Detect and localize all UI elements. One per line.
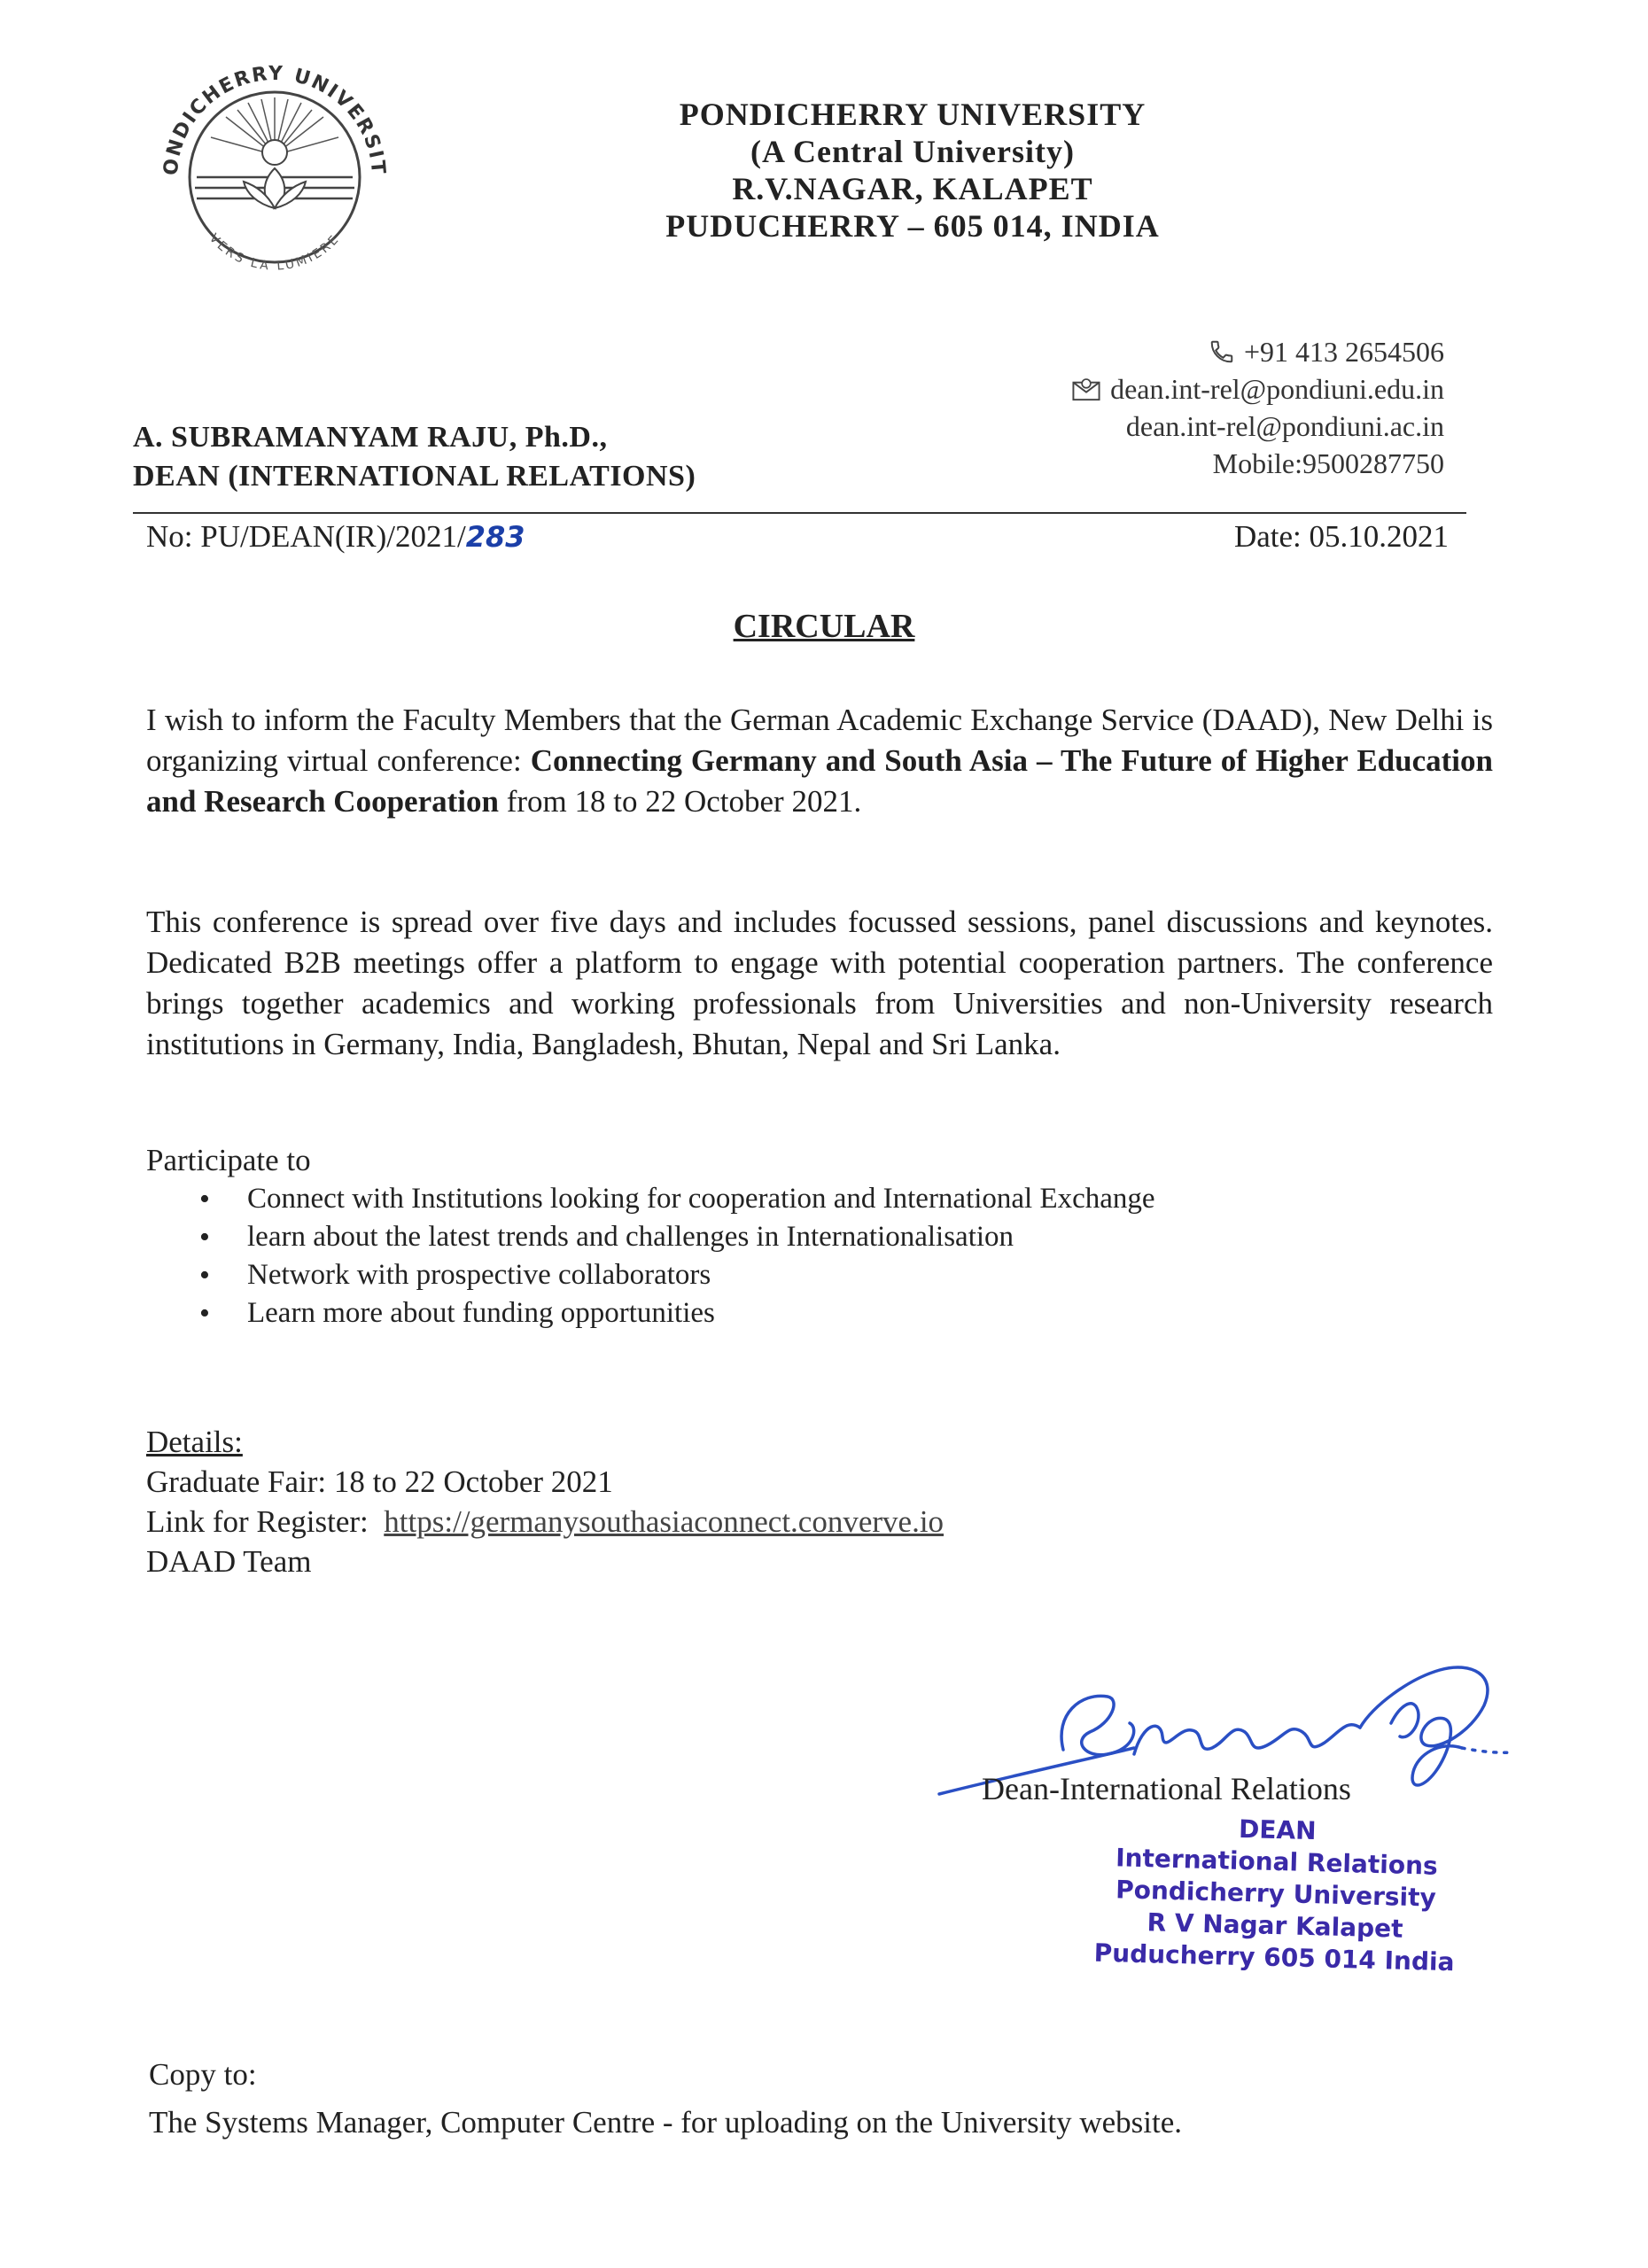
reference-handwritten-number: 283 (465, 520, 525, 554)
list-item: • Network with prospective collaborators (190, 1256, 1155, 1294)
address-line-2: PUDUCHERRY – 605 014, INDIA (665, 208, 1160, 244)
register-link[interactable]: https://germanysouthasiaconnect.converve.io (384, 1504, 944, 1539)
email-icon (1071, 376, 1101, 402)
mobile-number: Mobile:9500287750 (1212, 447, 1444, 479)
svg-text:PONDICHERRY UNIVERSITY: ONDICHERRY UNIVERSIT (159, 62, 390, 177)
intro-tail: from 18 to 22 October 2021. (498, 784, 862, 819)
participate-heading: Participate to (146, 1143, 311, 1177)
circular-date: Date: 05.10.2021 (1233, 519, 1449, 554)
details-block (146, 1422, 944, 1581)
register-line (146, 1502, 944, 1542)
phone-number: +91 413 2654506 (1243, 336, 1444, 368)
list-item: • learn about the latest trends and challenges in Internationalisation (190, 1218, 1155, 1256)
official-stamp (1088, 1810, 1465, 1979)
phone-icon (1209, 338, 1235, 365)
email-row-2 (1071, 408, 1444, 445)
intro-lead: I wish to inform the Faculty Members that the German Academic Exchange Service (DAAD), New Delhi is organizing virtual conference: (146, 703, 1493, 778)
email-secondary[interactable]: dean.int-rel@pondiuni.ac.in (1125, 410, 1444, 442)
copy-to-heading: Copy to: (149, 2057, 257, 2092)
svg-text:VERS LA LUMIERE: VERS LA LUMIERE (206, 231, 344, 274)
graduate-fair-dates: Graduate Fair: 18 to 22 October 2021 (146, 1464, 613, 1499)
reference-prefix: No: PU/DEAN(IR)/2021/ (146, 519, 466, 554)
reference-number (146, 519, 525, 555)
stamp-line: Puducherry 605 014 India (1093, 1938, 1455, 1977)
sender-name: A. SUBRAMANYAM RAJU, Ph.D., (133, 421, 608, 454)
email-primary[interactable]: dean.int-rel@pondiuni.edu.in (1110, 373, 1444, 405)
email-row (1071, 370, 1444, 408)
copy-to-block (149, 2051, 1182, 2147)
conference-title: Connecting Germany and South Asia – The Future of Higher Education and Research Cooperation (146, 743, 1493, 819)
sender-designation: DEAN (INTERNATIONAL RELATIONS) (133, 460, 696, 493)
copy-to-recipient: The Systems Manager, Computer Centre - for uploading on the University website. (149, 2105, 1182, 2140)
header-divider (133, 512, 1466, 514)
university-header (496, 96, 1329, 245)
phone-row (1071, 333, 1444, 370)
page-title: CIRCULAR (733, 608, 915, 645)
stamp-line: DEAN (1238, 1814, 1318, 1846)
stamp-line: International Relations (1115, 1843, 1439, 1881)
paragraph-intro (146, 700, 1493, 822)
participate-list (190, 1180, 1155, 1332)
register-label: Link for Register: (146, 1504, 369, 1539)
university-name: PONDICHERRY UNIVERSITY (679, 97, 1147, 132)
signatory-title: Dean-International Relations (982, 1771, 1351, 1806)
list-item: • Connect with Institutions looking for cooperation and International Exchange (190, 1180, 1155, 1218)
list-item: • Learn more about funding opportunities (190, 1294, 1155, 1332)
contact-block (1071, 333, 1444, 482)
university-seal (142, 44, 408, 310)
university-type: (A Central University) (750, 134, 1075, 169)
stamp-line: Pondicherry University (1115, 1875, 1437, 1913)
daad-team: DAAD Team (146, 1544, 312, 1579)
address-line-1: R.V.NAGAR, KALAPET (732, 171, 1093, 206)
stamp-line: R V Nagar Kalapet (1147, 1907, 1403, 1944)
paragraph-description: This conference is spread over five days and includes focussed sessions, panel discussions and keynotes. Dedicated B2B meetings offer a platform to engage with potential cooperation partners. The conference brings together academics and working professionals from Universities and non-University research institutions in Germany, India, Bangladesh, Bhutan, Nepal and Sri Lanka. (146, 905, 1493, 1061)
university-seal-icon (142, 44, 408, 310)
sender-block (133, 418, 696, 496)
mobile-row (1071, 445, 1444, 482)
details-heading: Details: (146, 1425, 243, 1459)
